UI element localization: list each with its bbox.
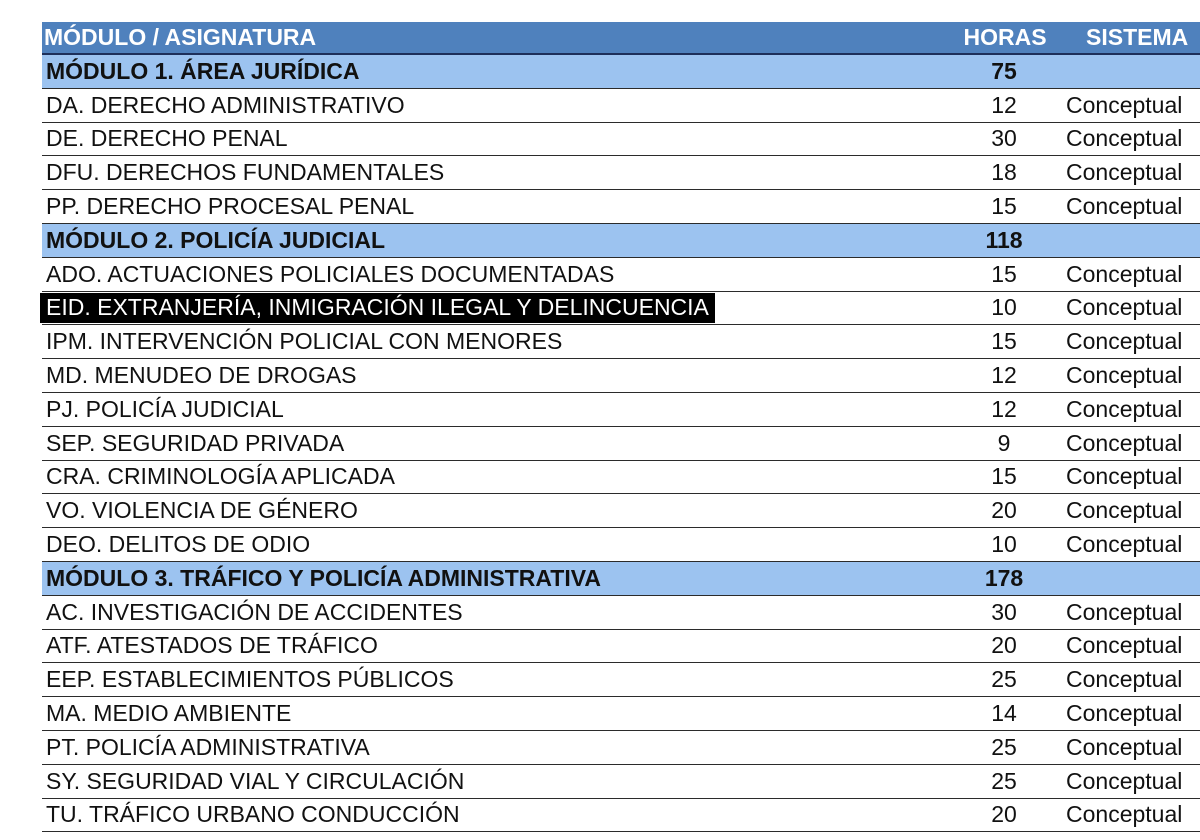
subject-text: IPM. INTERVENCIÓN POLICIAL CON MENORES <box>46 328 563 355</box>
table-row <box>42 528 1200 562</box>
subject-system: Conceptual <box>1066 193 1183 220</box>
table-row <box>42 258 1200 292</box>
subject-system: Conceptual <box>1066 463 1183 490</box>
subject-hours: 12 <box>991 91 1017 118</box>
table-row <box>42 765 1200 799</box>
subject-text: MÓDULO 3. TRÁFICO Y POLICÍA ADMINISTRATIVA <box>46 564 601 591</box>
subject-name <box>46 697 291 730</box>
subject-hours: 25 <box>991 733 1017 760</box>
subject-hours: 20 <box>991 497 1017 524</box>
subject-name <box>46 765 464 798</box>
course-table <box>42 22 1200 832</box>
subject-text: VO. VIOLENCIA DE GÉNERO <box>46 497 358 524</box>
table-row <box>42 359 1200 393</box>
header-subject: MÓDULO / ASIGNATURA <box>44 24 317 50</box>
subject-hours: 30 <box>991 598 1017 625</box>
subject-text: PP. DERECHO PROCESAL PENAL <box>46 193 415 220</box>
subject-name <box>46 156 444 189</box>
subject-hours: 25 <box>991 767 1017 794</box>
subject-text: DA. DERECHO ADMINISTRATIVO <box>46 91 405 118</box>
subject-system: Conceptual <box>1066 531 1183 558</box>
table-row <box>42 123 1200 157</box>
subject-name <box>46 427 344 460</box>
subject-system: Conceptual <box>1066 125 1183 152</box>
subject-system: Conceptual <box>1066 801 1183 828</box>
subject-name <box>46 630 378 663</box>
module-row <box>42 224 1200 258</box>
module-title <box>46 55 360 88</box>
subject-system: Conceptual <box>1066 632 1183 659</box>
subject-hours: 20 <box>991 632 1017 659</box>
subject-system: Conceptual <box>1066 598 1183 625</box>
subject-text: AC. INVESTIGACIÓN DE ACCIDENTES <box>46 598 463 625</box>
subject-text: CRA. CRIMINOLOGÍA APLICADA <box>46 463 395 490</box>
header-system: SISTEMA <box>1086 24 1189 50</box>
subject-text: EEP. ESTABLECIMIENTOS PÚBLICOS <box>46 666 454 693</box>
module-title <box>46 562 601 595</box>
subject-text: MD. MENUDEO DE DROGAS <box>46 362 357 389</box>
table-body <box>42 55 1200 832</box>
subject-name <box>46 123 288 156</box>
table-row <box>42 596 1200 630</box>
subject-name <box>46 292 715 325</box>
subject-name <box>46 731 370 764</box>
subject-text: TU. TRÁFICO URBANO CONDUCCIÓN <box>46 801 460 828</box>
table-header-row <box>42 22 1200 55</box>
subject-system: Conceptual <box>1066 700 1183 727</box>
subject-system: Conceptual <box>1066 666 1183 693</box>
subject-name <box>46 325 562 358</box>
table-row <box>42 156 1200 190</box>
table-row <box>42 89 1200 123</box>
subject-system: Conceptual <box>1066 767 1183 794</box>
subject-hours: 15 <box>991 193 1017 220</box>
subject-system: Conceptual <box>1066 497 1183 524</box>
subject-hours: 30 <box>991 125 1017 152</box>
table-row <box>42 393 1200 427</box>
subject-text: MA. MEDIO AMBIENTE <box>46 700 292 727</box>
subject-hours: 18 <box>991 159 1017 186</box>
subject-text: DEO. DELITOS DE ODIO <box>46 531 311 558</box>
table-row <box>42 461 1200 495</box>
subject-system: Conceptual <box>1066 260 1183 287</box>
subject-text: PT. POLICÍA ADMINISTRATIVA <box>46 733 370 760</box>
subject-hours: 15 <box>991 260 1017 287</box>
subject-hours: 12 <box>991 362 1017 389</box>
subject-hours: 20 <box>991 801 1017 828</box>
subject-name <box>46 190 414 223</box>
subject-text: ATF. ATESTADOS DE TRÁFICO <box>46 632 378 659</box>
module-hours: 178 <box>984 564 1024 591</box>
table-row <box>42 731 1200 765</box>
subject-name <box>46 596 463 629</box>
subject-name <box>46 258 614 291</box>
table-row <box>42 663 1200 697</box>
table-row <box>42 325 1200 359</box>
subject-hours: 15 <box>991 328 1017 355</box>
table-row <box>42 697 1200 731</box>
subject-text: MÓDULO 2. POLICÍA JUDICIAL <box>46 226 386 253</box>
subject-text: PJ. POLICÍA JUDICIAL <box>46 395 284 422</box>
subject-name <box>46 799 460 832</box>
subject-name <box>46 494 358 527</box>
subject-hours: 12 <box>991 395 1017 422</box>
subject-text: ADO. ACTUACIONES POLICIALES DOCUMENTADAS <box>46 260 615 287</box>
subject-text: MÓDULO 1. ÁREA JURÍDICA <box>46 57 360 84</box>
subject-text: DFU. DERECHOS FUNDAMENTALES <box>46 159 445 186</box>
header-hours: HORAS <box>963 24 1047 50</box>
module-hours: 75 <box>991 57 1017 84</box>
table-row <box>42 630 1200 664</box>
subject-system: Conceptual <box>1066 159 1183 186</box>
subject-name <box>46 89 405 122</box>
table-row <box>42 190 1200 224</box>
table-row <box>42 292 1200 326</box>
subject-hours: 10 <box>991 294 1017 321</box>
subject-name <box>46 663 454 696</box>
subject-name <box>46 528 310 561</box>
subject-system: Conceptual <box>1066 328 1183 355</box>
subject-text: SEP. SEGURIDAD PRIVADA <box>46 429 345 456</box>
subject-hours: 14 <box>991 700 1017 727</box>
table-row <box>42 799 1200 833</box>
subject-text: DE. DERECHO PENAL <box>46 125 288 152</box>
subject-name <box>46 461 395 494</box>
subject-system: Conceptual <box>1066 733 1183 760</box>
subject-system: Conceptual <box>1066 362 1183 389</box>
subject-hours: 9 <box>997 429 1011 456</box>
module-row <box>42 55 1200 89</box>
subject-hours: 10 <box>991 531 1017 558</box>
subject-name <box>46 393 284 426</box>
module-row <box>42 562 1200 596</box>
subject-hours: 25 <box>991 666 1017 693</box>
module-hours: 118 <box>985 226 1023 253</box>
subject-system: Conceptual <box>1066 91 1183 118</box>
table-row <box>42 494 1200 528</box>
subject-system: Conceptual <box>1066 395 1183 422</box>
table-row <box>42 427 1200 461</box>
highlighted-subject-text: EID. EXTRANJERÍA, INMIGRACIÓN ILEGAL Y DELINCUENCIA <box>40 293 715 323</box>
subject-hours: 15 <box>991 463 1017 490</box>
subject-text: SY. SEGURIDAD VIAL Y CIRCULACIÓN <box>46 767 465 794</box>
module-title <box>46 224 385 257</box>
subject-name <box>46 359 357 392</box>
subject-system: Conceptual <box>1066 294 1183 321</box>
subject-system: Conceptual <box>1066 429 1183 456</box>
